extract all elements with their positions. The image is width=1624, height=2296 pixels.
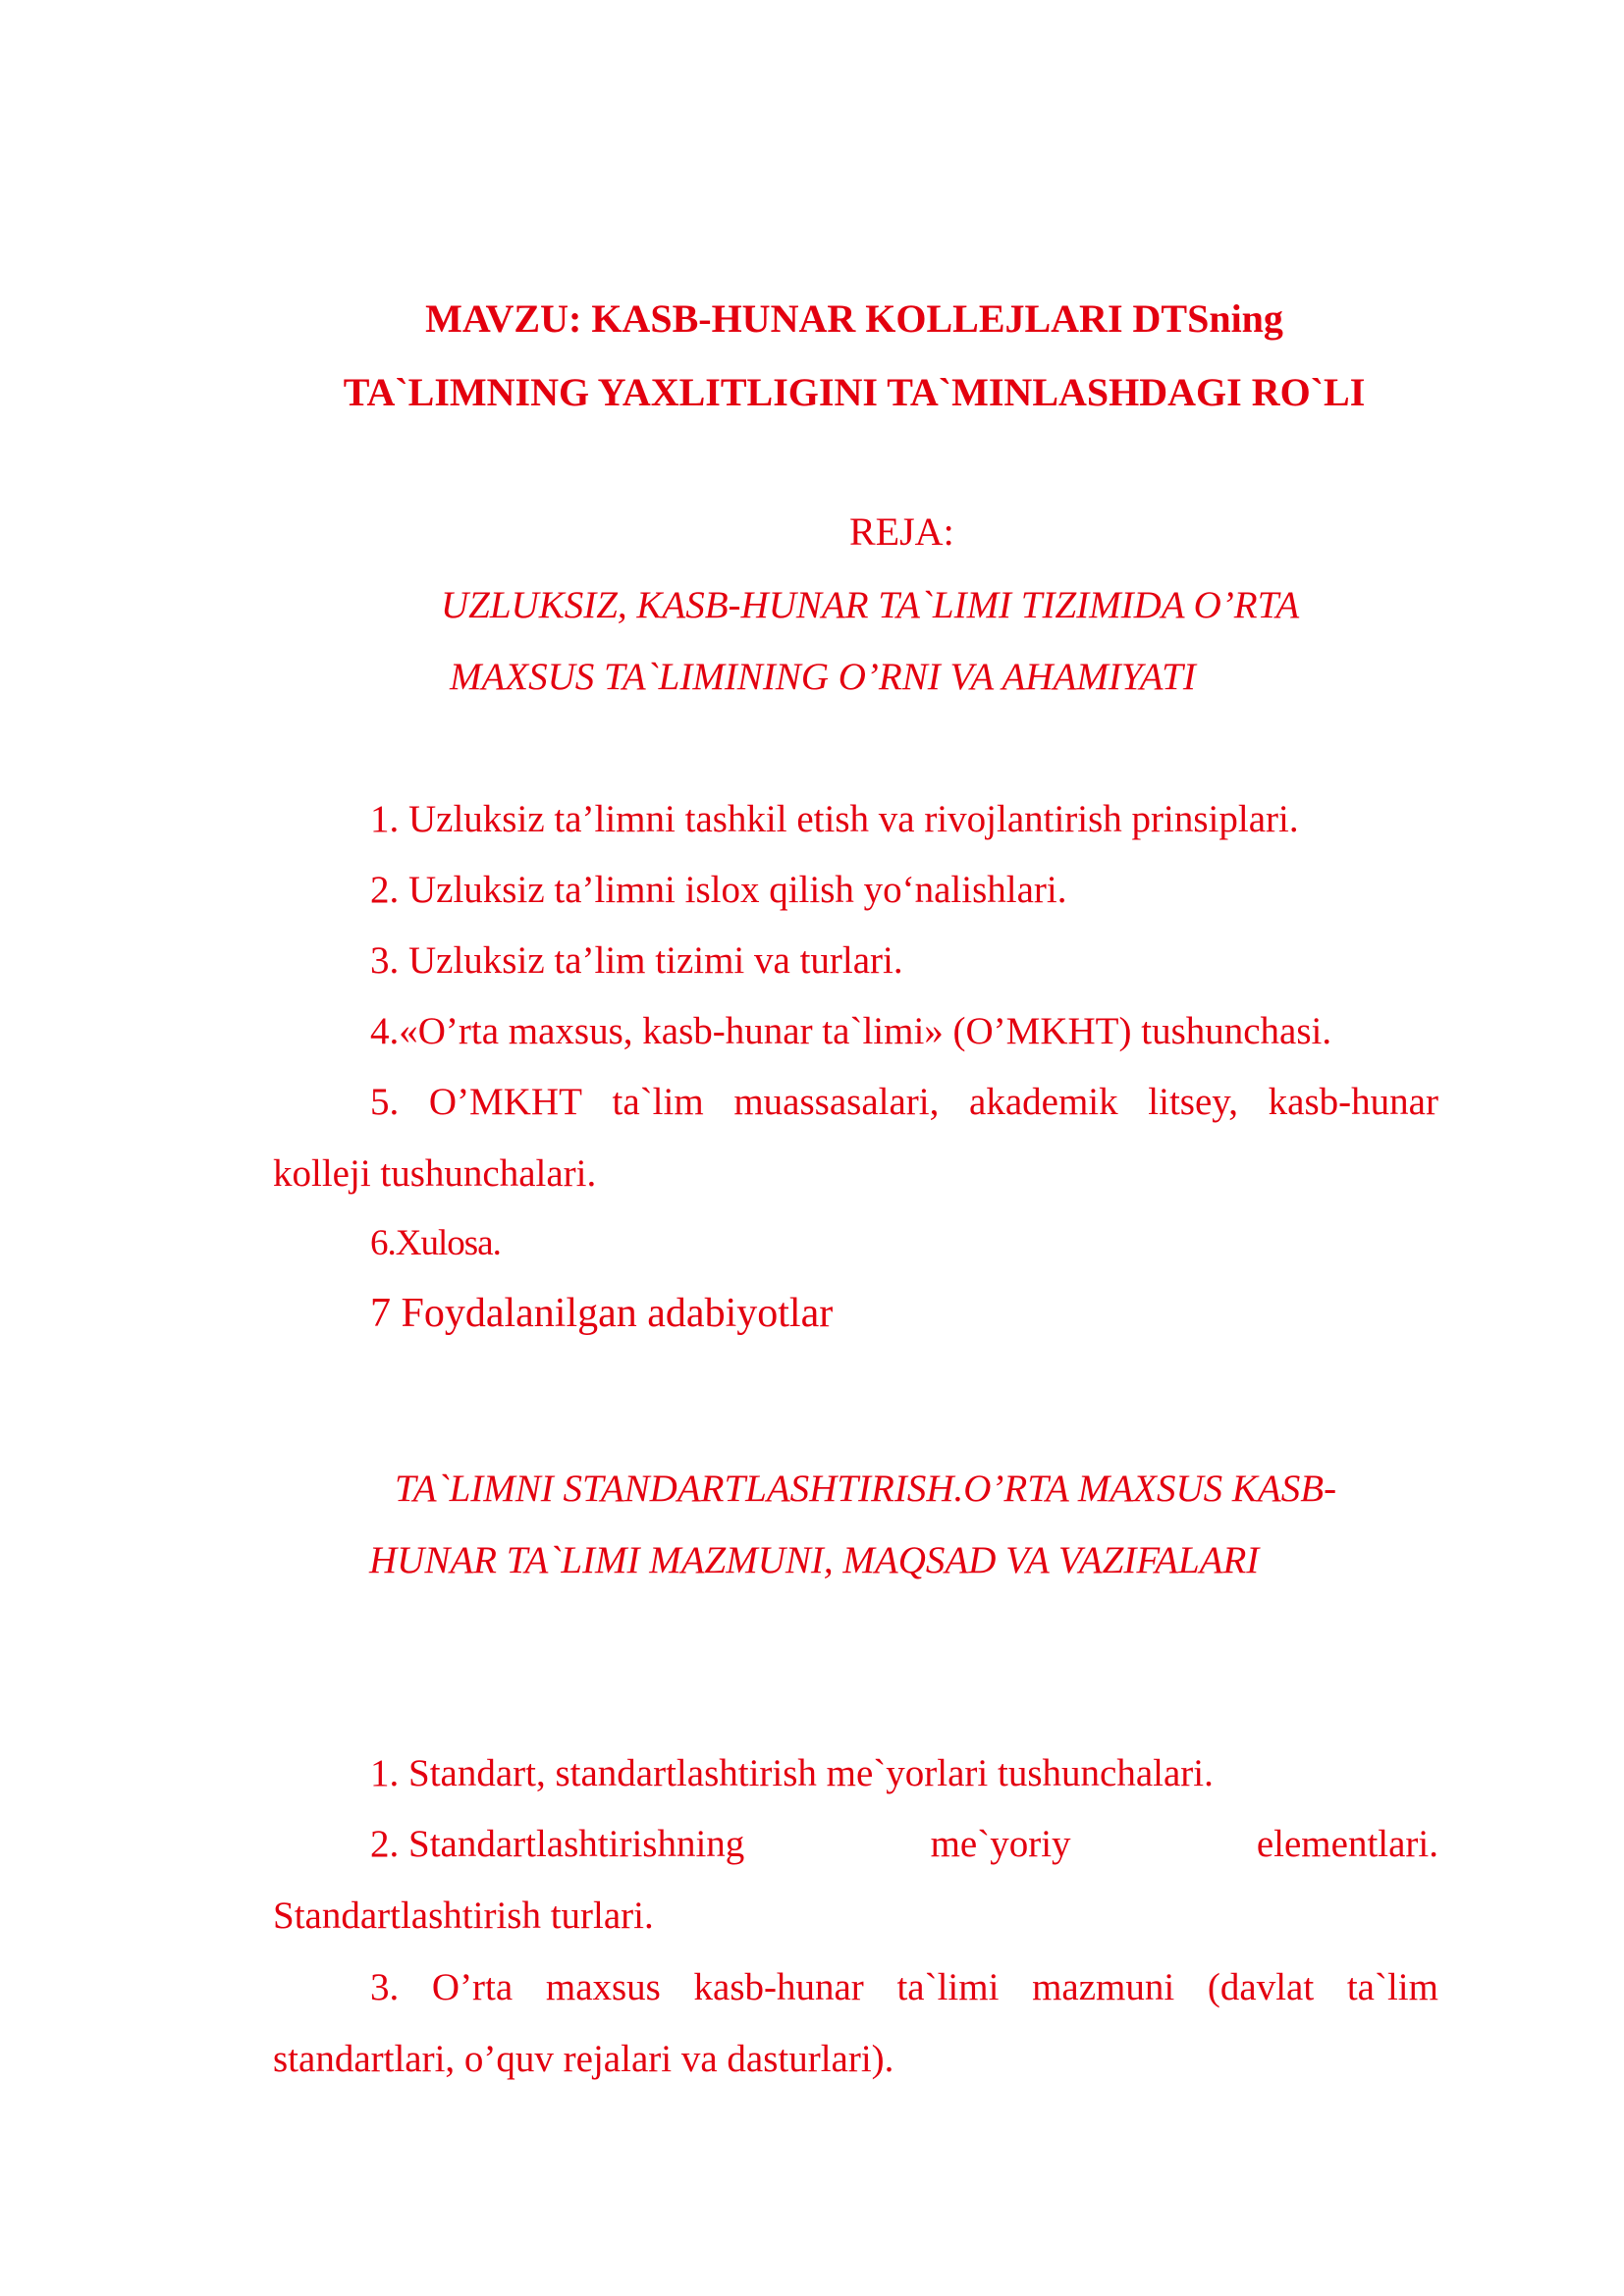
section2-item-2-word: me`yoriy xyxy=(930,1823,1071,1865)
section2-item-3 xyxy=(370,1968,1438,2006)
section2-item-2 xyxy=(370,1825,1438,1863)
section2-item-2-continuation: Standartlashtirish turlari. xyxy=(273,1895,654,1937)
section2-item-2-word: 2. Standartlashtirishning xyxy=(370,1823,745,1865)
plan-item-5 xyxy=(370,1083,1438,1121)
plan-item-5-continuation: kolleji tushunchalari. xyxy=(273,1152,597,1195)
plan-item-3: 3. Uzluksiz ta’lim tizimi va turlari. xyxy=(370,939,903,982)
plan-item-1: 1. Uzluksiz ta’limni tashkil etish va rivojlantirish prinsiplari. xyxy=(370,798,1299,840)
plan-item-5-word: litsey, xyxy=(1148,1081,1238,1123)
plan-item-6: 6.Xulosa. xyxy=(370,1223,501,1263)
section1-heading-line-1: UZLUKSIZ, KASB-HUNAR TA`LIMI TIZIMIDA O’RTA xyxy=(441,584,1300,626)
plan-item-5-word: ta`lim xyxy=(612,1081,704,1123)
plan-item-4: 4.«O’rta maxsus, kasb-hunar ta`limi» (O’MKHT) tushunchasi. xyxy=(370,1010,1332,1052)
section2-item-1: 1. Standart, standartlashtirish me`yorlari tushunchalari. xyxy=(370,1752,1214,1794)
plan-item-5-word: akademik xyxy=(969,1081,1118,1123)
plan-item-5-word: 5. xyxy=(370,1081,400,1123)
section2-item-3-word: O’rta xyxy=(431,1966,514,2008)
plan-item-5-word: O’MKHT xyxy=(428,1081,582,1123)
section2-item-3-word: 3. xyxy=(370,1966,400,2008)
plan-item-7: 7 Foydalanilgan adabiyotlar xyxy=(370,1291,834,1336)
section2-item-2-word: elementlari. xyxy=(1256,1823,1438,1865)
section2-heading-line-1: TA`LIMNI STANDARTLASHTIRISH.O’RTA MAXSUS KASB- xyxy=(395,1468,1337,1510)
section2-item-3-word: ta`limi xyxy=(896,1966,1000,2008)
plan-item-2: 2. Uzluksiz ta’limni islox qilish yo‘nalishlari. xyxy=(370,869,1067,911)
section2-item-3-word: maxsus xyxy=(545,1966,661,2008)
page-title-line-2: TA`LIMNING YAXLITLIGINI TA`MINLASHDAGI RO`LI xyxy=(343,370,1366,414)
plan-item-5-word: muassasalari, xyxy=(733,1081,940,1123)
plan-heading: REJA: xyxy=(849,509,954,554)
page-title-line-1: MAVZU: KASB-HUNAR KOLLEJLARI DTSning xyxy=(425,296,1283,341)
section1-heading-line-2: MAXSUS TA`LIMINING O’RNI VA AHAMIYATI xyxy=(450,656,1196,698)
section2-item-3-word: mazmuni xyxy=(1032,1966,1175,2008)
section2-item-3-word: (davlat xyxy=(1207,1966,1315,2008)
plan-item-5-word: kasb-hunar xyxy=(1268,1081,1438,1123)
section2-item-3-continuation: standartlari, o’quv rejalari va dasturlari). xyxy=(273,2038,894,2080)
section2-item-3-word: kasb-hunar xyxy=(693,1966,864,2008)
section2-heading-line-2: HUNAR TA`LIMI MAZMUNI, MAQSAD VA VAZIFALARI xyxy=(369,1539,1260,1581)
section2-item-3-word: ta`lim xyxy=(1346,1966,1438,2008)
